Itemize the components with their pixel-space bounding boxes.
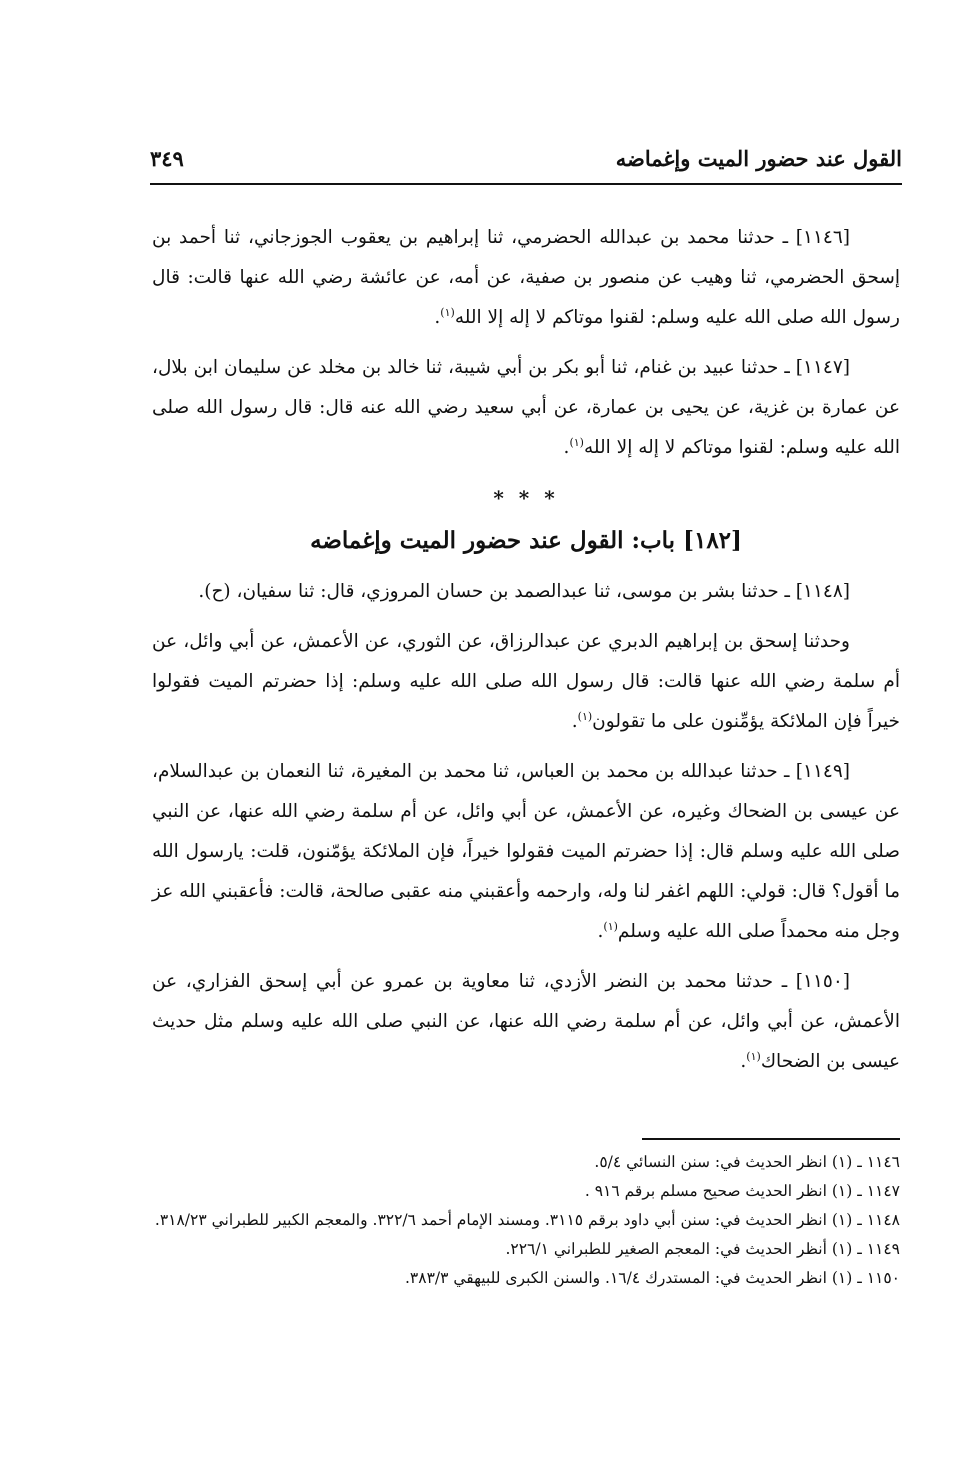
hadith-1150-text: [١١٥٠] ـ حدثنا محمد بن النضر الأزدي، ثنا معاوية بن عمرو عن أبي إسحق الفزاري، عن الأعمش، عن أبي وائل، عن أم سلمة رضي الله عنها، عن النبي صلى الله عليه وسلم مثل حديث عيسى بن الضحاك [152,971,900,1072]
footnotes [150,1148,900,1293]
main-text [152,218,900,1092]
footnote-marker: (١) [577,709,593,723]
footnote-1149: ١١٤٩ ـ (١) أنظر الحديث في: المعجم الصغير للطبراني ٢٢٦/١. [505,1240,900,1258]
hadith-1148 [152,572,900,612]
page-number: ٣٤٩ [150,146,184,171]
hadith-1148-continuation: وحدثنا إسحق بن إبراهيم الدبري عن عبدالرزاق، عن الثوري، عن الأعمش، عن أبي وائل، عن أم سلمة رضي الله عنها قالت: قال رسول الله صلى الله عليه وسلم: إذا حضرتم الميت فقولوا خيراً فإن الملائكة يؤمِّنون على ما تقولون$^{(١)}$. [152,631,900,732]
hadith-1149: [١١٤٩] ـ حدثنا عبدالله بن محمد بن العباس، ثنا محمد بن المغيرة، ثنا النعمان بن عبدالسلام، عن عيسى بن الضحاك وغيره، عن الأعمش، عن أبي وائل، عن أم سلمة رضي الله عنها، عن النبي صلى الله عليه وسلم قال: إذا حضرتم الميت فقولوا خيراً، فإن الملائكة يؤمّنون، قلت: يارسول الله ما أقول؟ قال: قولي: اللهم اغفر لنا وله، وارحمه وأعقبني منه عقبى صالحة، قالت: فأعقبني الله عز وجل منه محمداً صلى الله عليه وسلم$^{(١)}$. [152,761,900,942]
hadith-1150: [١١٥٠] ـ حدثنا محمد بن النضر الأزدي، ثنا معاوية بن عمرو عن أبي إسحق الفزاري، عن الأعمش، عن أبي وائل، عن أم سلمة رضي الله عنها، عن النبي صلى الله عليه وسلم مثل حديث عيسى بن الضحاك$^{(١)}$. [152,971,900,1072]
header-rule [150,183,902,185]
footnote-marker: (١) [746,1049,761,1063]
footnote-marker: (١) [603,919,618,933]
running-title: القول عند حضور الميت وإغماضه [615,146,902,171]
chapter-heading: [١٨٢] باب: القول عند حضور الميت وإغماضه [310,527,742,554]
footnote-marker: (١) [440,305,455,319]
hadith-1149-text: [١١٤٩] ـ حدثنا عبدالله بن محمد بن العباس، ثنا محمد بن المغيرة، ثنا النعمان بن عبدالسلام، عن عيسى بن الضحاك وغيره، عن الأعمش، عن أبي وائل، عن أم سلمة رضي الله عنها، عن النبي صلى الله عليه وسلم قال: إذا حضرتم الميت فقولوا خيراً، فإن الملائكة يؤمّنون، قلت: يارسول الله ما أقول؟ قال: قولي: اللهم اغفر لنا وله، وارحمه وأعقبني منه عقبى صالحة، قالت: فأعقبني الله عز وجل منه محمداً صلى الله عليه وسلم [152,761,900,942]
hadith-1146: [١١٤٦] ـ حدثنا محمد بن عبدالله الحضرمي، ثنا إبراهيم بن يعقوب الجوزجاني، ثنا أحمد بن إسحق الحضرمي، ثنا وهيب عن منصور بن صفية، عن أمه، عن عائشة رضي الله عنها قالت: قال رسول الله صلى الله عليه وسلم: لقنوا موتاكم لا إله إلا الله$^{(١)}$. [152,227,900,328]
footnote-1147: ١١٤٧ ـ (١) انظر الحديث صحيح مسلم برقم ٩١٦ . [584,1182,900,1200]
footnote-rule [642,1138,900,1140]
hadith-1148-text: [١١٤٨] ـ حدثنا بشر بن موسى، ثنا عبدالصمد بن حسان المروزي، قال: ثنا سفيان، (ح). [198,581,850,602]
footnote-marker: (١) [569,435,584,449]
section-divider: * * * [493,486,559,510]
footnote-1148: ١١٤٨ ـ (١) انظر الحديث في: سنن أبي داود برقم ٣١١٥. ومسند الإمام أحمد ٣٢٢/٦. والمعجم الكبير للطبراني ٣١٨/٢٣. [154,1211,900,1229]
footnote-1146: ١١٤٦ ـ (١) انظر الحديث في: سنن النسائي ٥/٤. [594,1153,900,1171]
hadith-1147: [١١٤٧] ـ حدثنا عبيد بن غنام، ثنا أبو بكر بن أبي شيبة، ثنا خالد بن مخلد عن سليمان ابن بلال، عن عمارة بن غزية، عن يحيى بن عمارة، عن أبي سعيد رضي الله عنه قال: قال رسول الله صلى الله عليه وسلم: لقنوا موتاكم لا إله إلا الله$^{(١)}$. [152,357,900,458]
hadith-1148-continuation-text: وحدثنا إسحق بن إبراهيم الدبري عن عبدالرزاق، عن الثوري، عن الأعمش، عن أبي وائل، عن أم سلمة رضي الله عنها قالت: قال رسول الله صلى الله عليه وسلم: إذا حضرتم الميت فقولوا خيراً فإن الملائكة يؤمِّنون على ما تقولون [152,631,900,732]
hadith-1146-text: [١١٤٦] ـ حدثنا محمد بن عبدالله الحضرمي، ثنا إبراهيم بن يعقوب الجوزجاني، ثنا أحمد بن إسحق الحضرمي، ثنا وهيب عن منصور بن صفية، عن أمه، عن عائشة رضي الله عنها قالت: قال رسول الله صلى الله عليه وسلم: لقنوا موتاكم لا إله إلا الله [152,227,900,328]
hadith-1147-text: [١١٤٧] ـ حدثنا عبيد بن غنام، ثنا أبو بكر بن أبي شيبة، ثنا خالد بن مخلد عن سليمان ابن بلال، عن عمارة بن غزية، عن يحيى بن عمارة، عن أبي سعيد رضي الله عنه قال: قال رسول الله صلى الله عليه وسلم: لقنوا موتاكم لا إله إلا الله [152,357,900,458]
page-header [150,140,902,182]
footnote-1150: ١١٥٠ ـ (١) انظر الحديث في: المستدرك ١٦/٤. والسنن الكبرى للبيهقي ٣٨٣/٣. [404,1269,900,1287]
